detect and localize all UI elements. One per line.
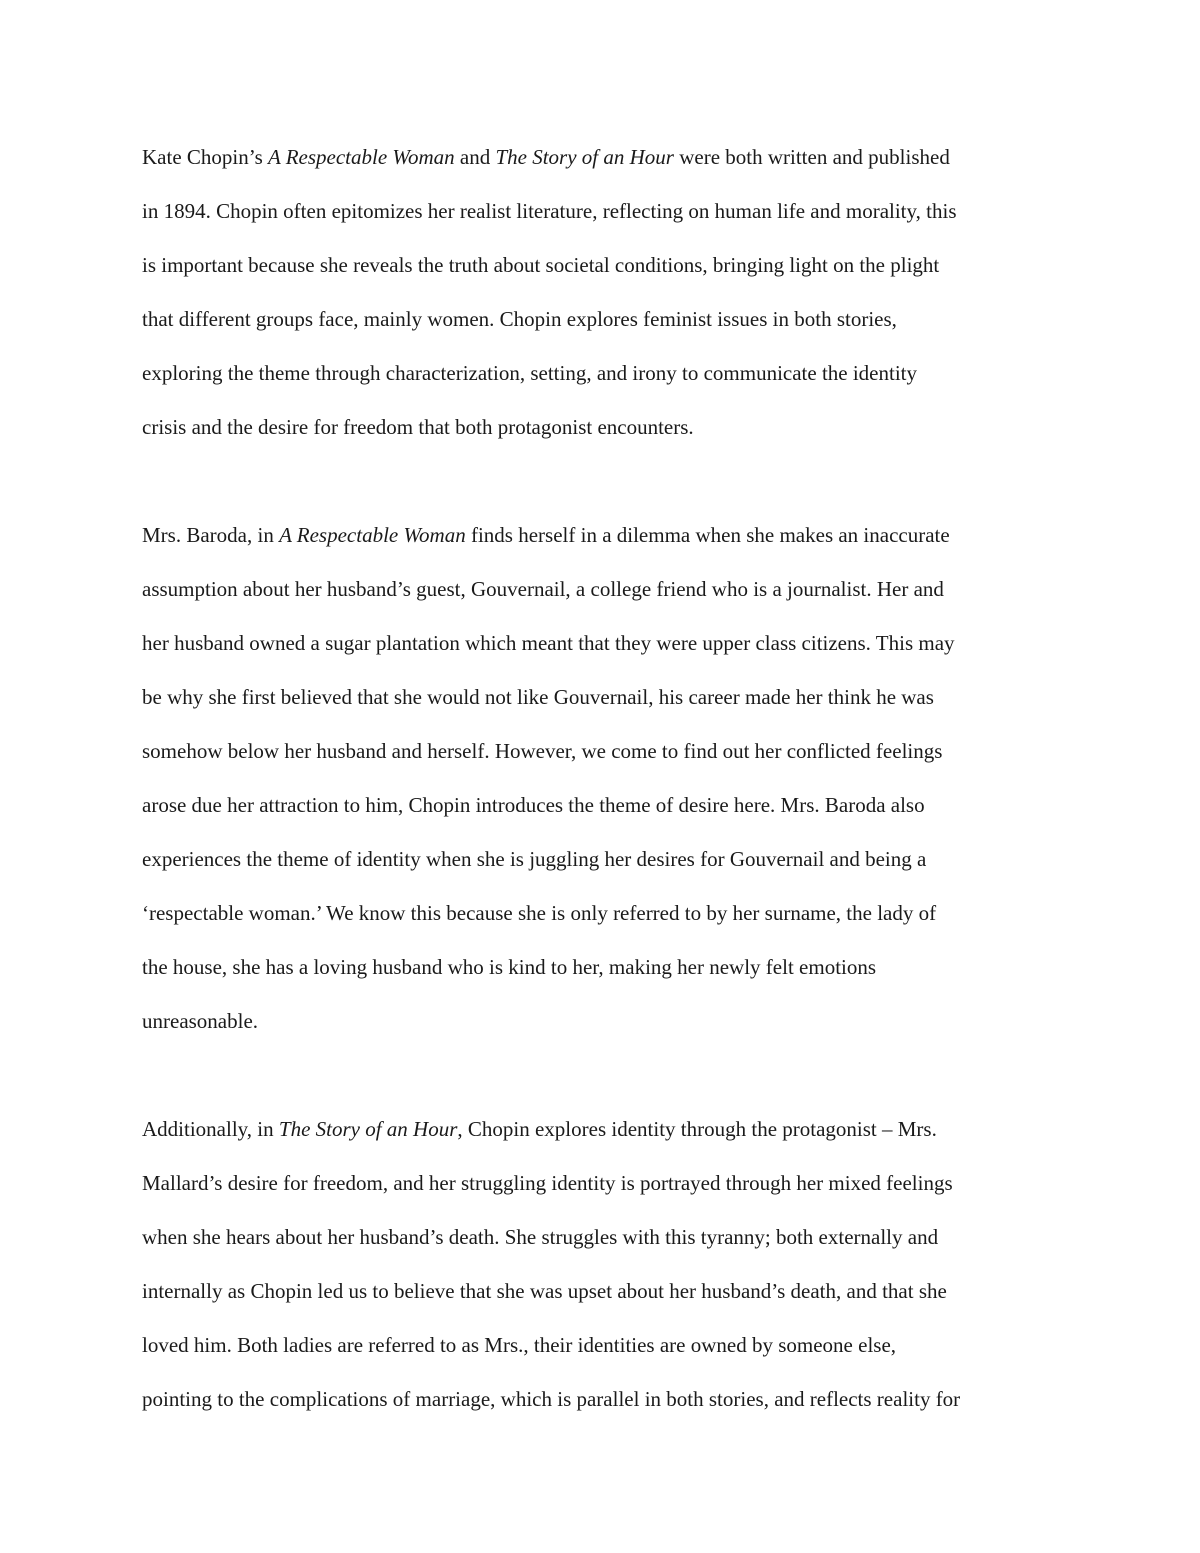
text-line xyxy=(142,1102,1082,1156)
text-run: exploring the theme through characterization, setting, and irony to communicate the identity xyxy=(142,361,918,385)
essay-body xyxy=(142,130,1082,1426)
text-run: loved him. Both ladies are referred to as Mrs., their identities are owned by someone else, xyxy=(142,1333,897,1357)
text-run: , Chopin explores identity through the protagonist – Mrs. xyxy=(457,1117,937,1141)
text-line xyxy=(142,400,1082,454)
text-run: Additionally, in xyxy=(142,1117,279,1141)
text-run: ‘respectable woman.’ We know this because she is only referred to by her surname, the lady of xyxy=(142,901,937,925)
text-run: somehow below her husband and herself. However, we come to find out her conflicted feelings xyxy=(142,739,943,763)
text-line xyxy=(142,616,1082,670)
text-run: Mrs. Baroda, in xyxy=(142,523,280,547)
text-run: internally as Chopin led us to believe that she was upset about her husband’s death, and that she xyxy=(142,1279,947,1303)
text-line xyxy=(142,886,1082,940)
text-run: and xyxy=(454,145,496,169)
title-italic: The Story of an Hour xyxy=(278,1117,458,1141)
text-line xyxy=(142,562,1082,616)
text-line xyxy=(142,778,1082,832)
text-line xyxy=(142,130,1082,184)
text-line xyxy=(142,1156,1082,1210)
text-line xyxy=(142,670,1082,724)
text-run: her husband owned a sugar plantation which meant that they were upper class citizens. This may xyxy=(142,631,955,655)
text-line xyxy=(142,292,1082,346)
text-line xyxy=(142,940,1082,994)
title-italic: A Respectable Woman xyxy=(268,145,455,169)
text-run: finds herself in a dilemma when she makes an inaccurate xyxy=(465,523,950,547)
text-run: were both written and published xyxy=(673,145,950,169)
paragraph-gap xyxy=(142,1048,1082,1102)
text-run: that different groups face, mainly women. Chopin explores feminist issues in both stories, xyxy=(142,307,897,331)
text-run: crisis and the desire for freedom that both protagonist encounters. xyxy=(142,415,694,439)
text-run: experiences the theme of identity when she is juggling her desires for Gouvernail and being a xyxy=(142,847,927,871)
text-run: pointing to the complications of marriage, which is parallel in both stories, and reflects reality for xyxy=(142,1387,961,1411)
text-run: when she hears about her husband’s death. She struggles with this tyranny; both externally and xyxy=(142,1225,939,1249)
text-line xyxy=(142,994,1082,1048)
text-run: the house, she has a loving husband who is kind to her, making her newly felt emotions xyxy=(142,955,877,979)
text-run: Mallard’s desire for freedom, and her struggling identity is portrayed through her mixed feelings xyxy=(142,1171,953,1195)
text-run: in 1894. Chopin often epitomizes her realist literature, reflecting on human life and morality, this xyxy=(142,199,957,223)
text-line xyxy=(142,1264,1082,1318)
text-line xyxy=(142,508,1082,562)
title-italic: A Respectable Woman xyxy=(279,523,466,547)
text-run: Kate Chopin’s xyxy=(142,145,268,169)
text-line xyxy=(142,1372,1082,1426)
text-line xyxy=(142,346,1082,400)
text-run: arose due her attraction to him, Chopin introduces the theme of desire here. Mrs. Baroda also xyxy=(142,793,925,817)
text-run: is important because she reveals the truth about societal conditions, bringing light on the plight xyxy=(142,253,940,277)
paragraph-gap xyxy=(142,454,1082,508)
paragraph xyxy=(142,130,1082,454)
text-line xyxy=(142,238,1082,292)
text-line xyxy=(142,184,1082,238)
text-line xyxy=(142,1318,1082,1372)
text-run: be why she first believed that she would not like Gouvernail, his career made her think he was xyxy=(142,685,934,709)
text-line xyxy=(142,724,1082,778)
text-run: assumption about her husband’s guest, Gouvernail, a college friend who is a journalist. Her and xyxy=(142,577,944,601)
text-line xyxy=(142,832,1082,886)
paragraph xyxy=(142,1102,1082,1426)
text-run: unreasonable. xyxy=(142,1009,259,1033)
title-italic: The Story of an Hour xyxy=(495,145,674,169)
text-line xyxy=(142,1210,1082,1264)
paragraph xyxy=(142,508,1082,1048)
